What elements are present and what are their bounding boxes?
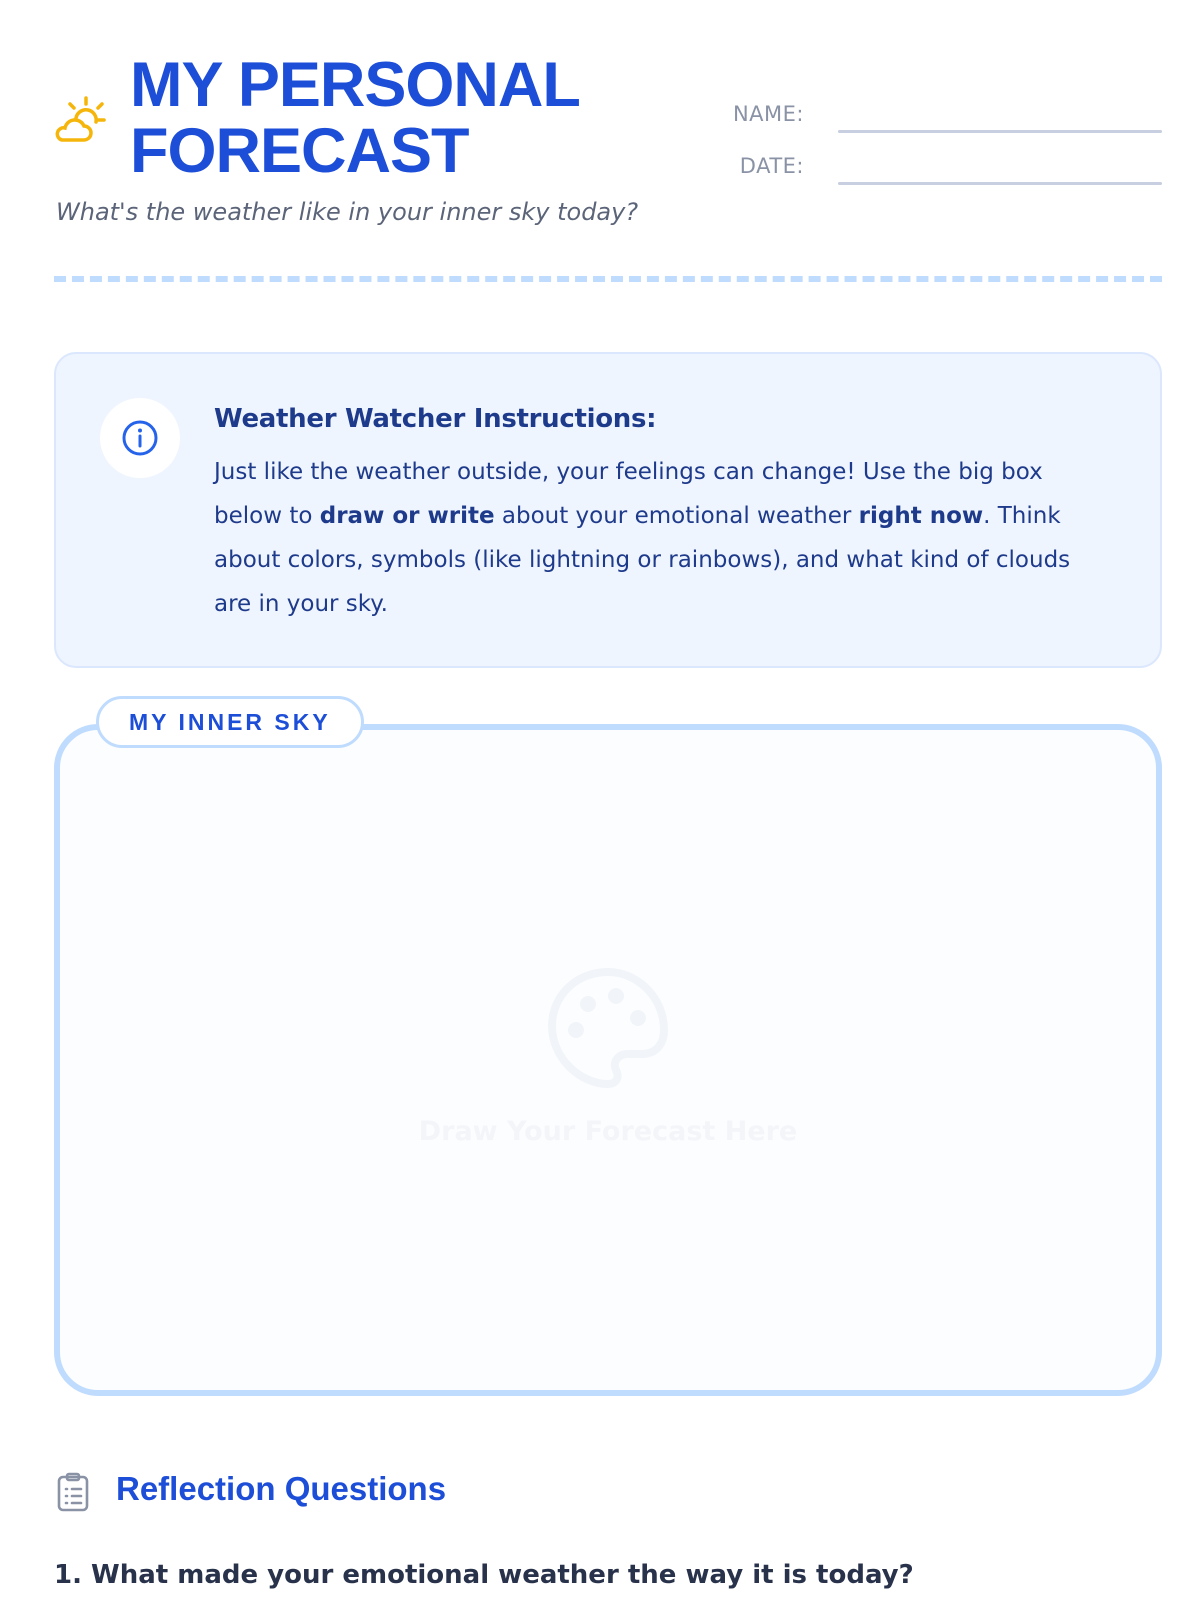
drawing-area-tab: MY INNER SKY [96, 696, 364, 748]
reflection-title: Reflection Questions [116, 1470, 447, 1507]
drawing-area-hint: Draw Your Forecast Here [418, 1116, 798, 1147]
sun-cloud-icon [54, 96, 106, 148]
name-label: NAME: [732, 102, 804, 126]
instructions-body: Just like the weather outside, your feelings can change! Use the big box below to draw or write about your emotional weather right now. Think about colors, symbols (like lightning or rainbows), and what kind of clouds are in your sky. [214, 459, 1071, 617]
instructions-title: Weather Watcher Instructions: [214, 404, 657, 434]
palette-icon [546, 966, 670, 1090]
instructions-box [54, 352, 1162, 668]
emphasis-draw-or-write: draw or write [319, 503, 495, 529]
name-field[interactable] [838, 130, 1162, 133]
emphasis-right-now: right now [858, 503, 984, 529]
clipboard-list-icon [56, 1472, 90, 1512]
date-label: DATE: [739, 154, 804, 178]
reflection-question: 1. What made your emotional weather the way it is today? [54, 1560, 914, 1590]
info-badge [100, 398, 180, 478]
date-field[interactable] [838, 182, 1162, 185]
page-title: MY PERSONAL FORECAST [130, 50, 579, 186]
info-icon [121, 419, 159, 457]
header-divider [54, 276, 1162, 282]
page-subtitle: What's the weather like in your inner sky today? [56, 198, 639, 226]
